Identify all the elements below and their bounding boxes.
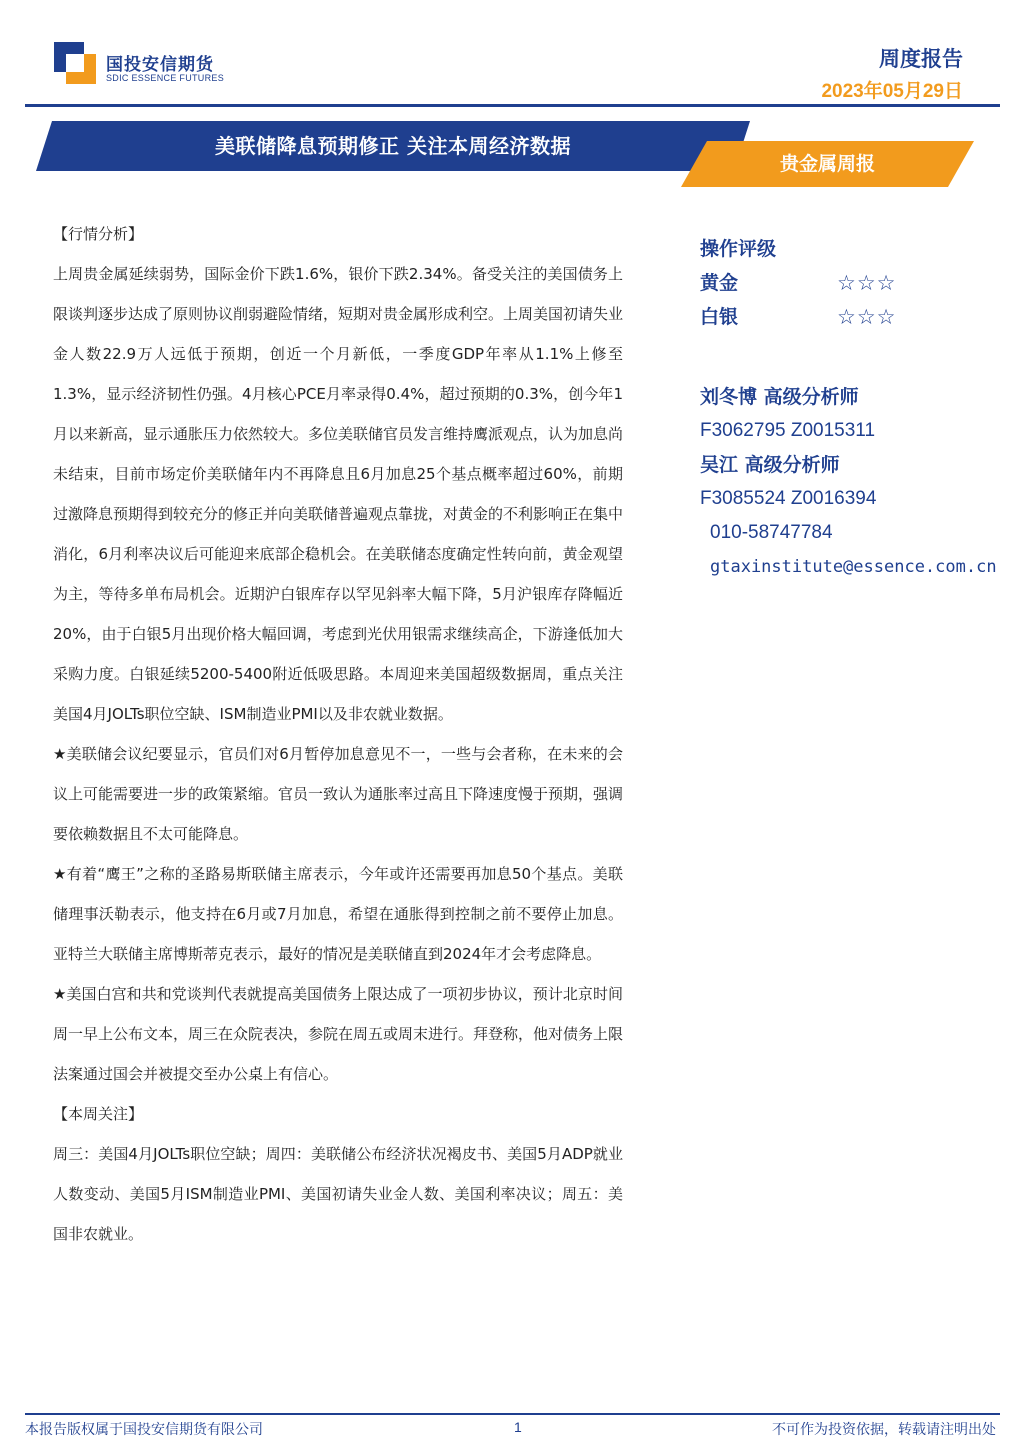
analyst-name: 刘冬博 高级分析师 (700, 386, 859, 408)
analyst-license: F3062795 Z0015311 (700, 420, 876, 441)
focus-paragraph: 周三：美国4月JOLTs职位空缺；周四：美联储公布经济状况褐皮书、美国5月ADP就业人数变动、美国5月ISM制造业PMI、美国初请失业金人数、美国利率决议；周五：美国非农就业。 (53, 1145, 623, 1243)
news-item: ★美国白宫和共和党谈判代表就提高美国债务上限达成了一项初步协议，预计北京时间周一早上公布文本，周三在众院表决，参院在周五或周末进行。拜登称，他对债务上限法案通过国会并被提交至办公桌上有信心。 (53, 985, 624, 1083)
section-heading-analysis: 【行情分析】 (53, 225, 144, 243)
analyst-list (700, 380, 1020, 584)
contact-email[interactable]: gtaxinstitute@essence.com.cn (710, 557, 997, 577)
company-name-en: SDIC ESSENCE FUTURES (106, 73, 225, 83)
header-divider (25, 104, 1000, 107)
analysis-body (53, 214, 623, 1254)
rating-label: 黄金 (700, 272, 739, 294)
analyst-license: F3085524 Z0016394 (700, 488, 877, 509)
rating-row-gold (700, 266, 1020, 300)
company-name: 国投安信期货 (106, 55, 214, 75)
report-date: 2023年05月29日 (821, 81, 963, 102)
disclaimer-notice: 不可作为投资依据，转载请注明出处 (772, 1422, 996, 1438)
copyright-notice: 本报告版权属于国投安信期货有限公司 (25, 1422, 263, 1438)
rating-label: 白银 (700, 306, 739, 328)
report-type: 周度报告 (879, 47, 963, 71)
report-title: 美联储降息预期修正 关注本周经济数据 (215, 134, 571, 158)
page-number: 1 (514, 1419, 522, 1435)
sidebar (700, 232, 1020, 584)
star-rating-icon: ☆☆☆ (837, 305, 897, 329)
rating-title: 操作评级 (700, 238, 777, 260)
rating-row-silver (700, 300, 1020, 334)
contact-phone: 010-58747784 (710, 522, 833, 543)
report-category: 贵金属周报 (779, 153, 875, 175)
analysis-paragraph: 上周贵金属延续弱势，国际金价下跌1.6%，银价下跌2.34%。备受关注的美国债务上限谈判逐步达成了原则协议削弱避险情绪，短期对贵金属形成利空。上周美国初请失业金人数22.9万人远低于预期，创近一个月新低，一季度GDP年率从1.1%上修至1.3%，显示经济韧性仍强。4月核心PCE月率录得0.4%，超过预期的0.3%，创今年1月以来新高，显示通胀压力依然较大。多位美联储官员发言维持鹰派观点，认为加息尚未结束，目前市场定价美联储年内不再降息且6月加息25个基点概率超过60%，前期过激降息预期得到较充分的修正并向美联储普遍观点靠拢，对黄金的不利影响正在集中消化，6月利率决议后可能迎来底部企稳机会。在美联储态度确定性转向前，黄金观望为主，等待多单布局机会。近期沪白银库存以罕见斜率大幅下降，5月沪银库存降幅近20%，由于白银5月出现价格大幅回调，考虑到光伏用银需求继续高企，下游逢低加大采购力度。白银延续5200-5400附近低吸思路。本周迎来美国超级数据周，重点关注美国4月JOLTs职位空缺、ISM制造业PMI以及非农就业数据。 (53, 265, 624, 723)
company-logo-icon (54, 42, 96, 84)
news-item: ★美联储会议纪要显示，官员们对6月暂停加息意见不一，一些与会者称，在未来的会议上可能需要进一步的政策紧缩。官员一致认为通胀率过高且下降速度慢于预期，强调要依赖数据且不太可能降息。 (53, 745, 624, 843)
footer-divider (25, 1413, 1000, 1415)
section-heading-focus: 【本周关注】 (53, 1105, 144, 1123)
star-rating-icon: ☆☆☆ (837, 271, 897, 295)
news-item: ★有着“鹰王”之称的圣路易斯联储主席表示，今年或许还需要再加息50个基点。美联储理事沃勒表示，他支持在6月或7月加息，希望在通胀得到控制之前不要停止加息。亚特兰大联储主席博斯蒂克表示，最好的情况是美联储直到2024年才会考虑降息。 (53, 865, 623, 963)
analyst-name: 吴江 高级分析师 (700, 454, 840, 476)
